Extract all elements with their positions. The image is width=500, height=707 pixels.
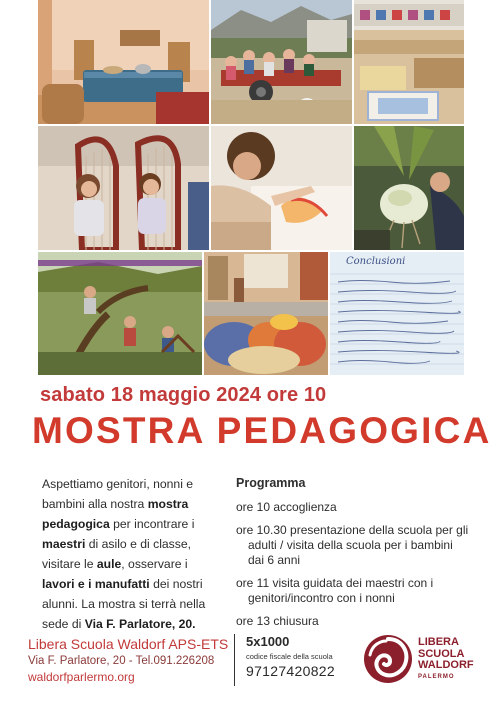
- intro-text-part: di asilo e di classe, visitare le: [42, 537, 192, 571]
- notebook-heading: Conclusioni: [346, 256, 406, 267]
- photo-handwritten-notebook: [330, 252, 464, 375]
- programma-section: [236, 476, 472, 637]
- logo-line: WALDORF: [418, 659, 474, 671]
- intro-bold-mostra: mostra pedagogica: [42, 497, 189, 531]
- event-date: sabato 18 maggio 2024 ore 10: [40, 384, 327, 406]
- five-per-mille-label: 5x1000: [246, 634, 290, 649]
- footer-divider: [234, 634, 235, 686]
- photo-vegetable-harvest: [354, 126, 464, 250]
- intro-text-part: Aspettiamo genitori, nonni e bambini alla nostra: [42, 477, 194, 511]
- programma-list: [236, 500, 472, 629]
- photo-children-tree: [38, 252, 202, 375]
- logo-city: PALERMO: [418, 673, 455, 680]
- programma-item: ore 10 accoglienza: [236, 500, 337, 514]
- intro-bold-maestri: maestri: [42, 537, 86, 551]
- tax-code-label: codice fiscale della scuola: [246, 652, 333, 661]
- logo-line: LIBERA: [418, 636, 459, 648]
- photo-children-cart: [211, 0, 352, 124]
- intro-text: [42, 474, 220, 634]
- programma-title: Programma: [236, 476, 306, 490]
- logo-wordmark: [418, 637, 474, 683]
- school-website-link[interactable]: waldorfparlermo.org: [28, 670, 135, 684]
- intro-bold-address: Via F. Parlatore, 20.: [84, 617, 196, 631]
- photo-wool-crafts: [204, 252, 328, 375]
- programma-item: ore 13 chiusura: [236, 614, 319, 628]
- photo-kindergarten-room: [38, 0, 209, 124]
- photo-children-harp: [38, 126, 209, 250]
- school-logo-icon: [362, 633, 414, 685]
- intro-text-part: per incontrare i: [109, 517, 195, 531]
- school-name: Libera Scuola Waldorf APS-ETS: [28, 636, 229, 652]
- event-title: MOSTRA PEDAGOGICA: [32, 410, 492, 451]
- tax-code: 97127420822: [246, 663, 335, 679]
- photo-child-drawing: [211, 126, 352, 250]
- intro-text-part: dei nostri alunni. La mostra si terrà nella sede di: [42, 577, 206, 631]
- logo-line: SCUOLA: [418, 647, 465, 660]
- intro-bold-lavori: lavori e i manufatti: [42, 577, 150, 591]
- intro-text-part: , osservare i: [121, 557, 188, 571]
- programma-item: ore 10.30 presentazione della scuola per gli adulti / visita della scuola per i bambini dai 6 anni: [236, 523, 469, 567]
- photo-collage: [38, 0, 464, 375]
- photo-classroom-desks: [354, 0, 464, 124]
- school-address: Via F. Parlatore, 20 - Tel.091.226208: [28, 655, 215, 667]
- intro-bold-aule: aule: [96, 557, 122, 571]
- programma-item: ore 11 visita guidata dei maestri con i genitori/incontro con i nonni: [236, 576, 434, 605]
